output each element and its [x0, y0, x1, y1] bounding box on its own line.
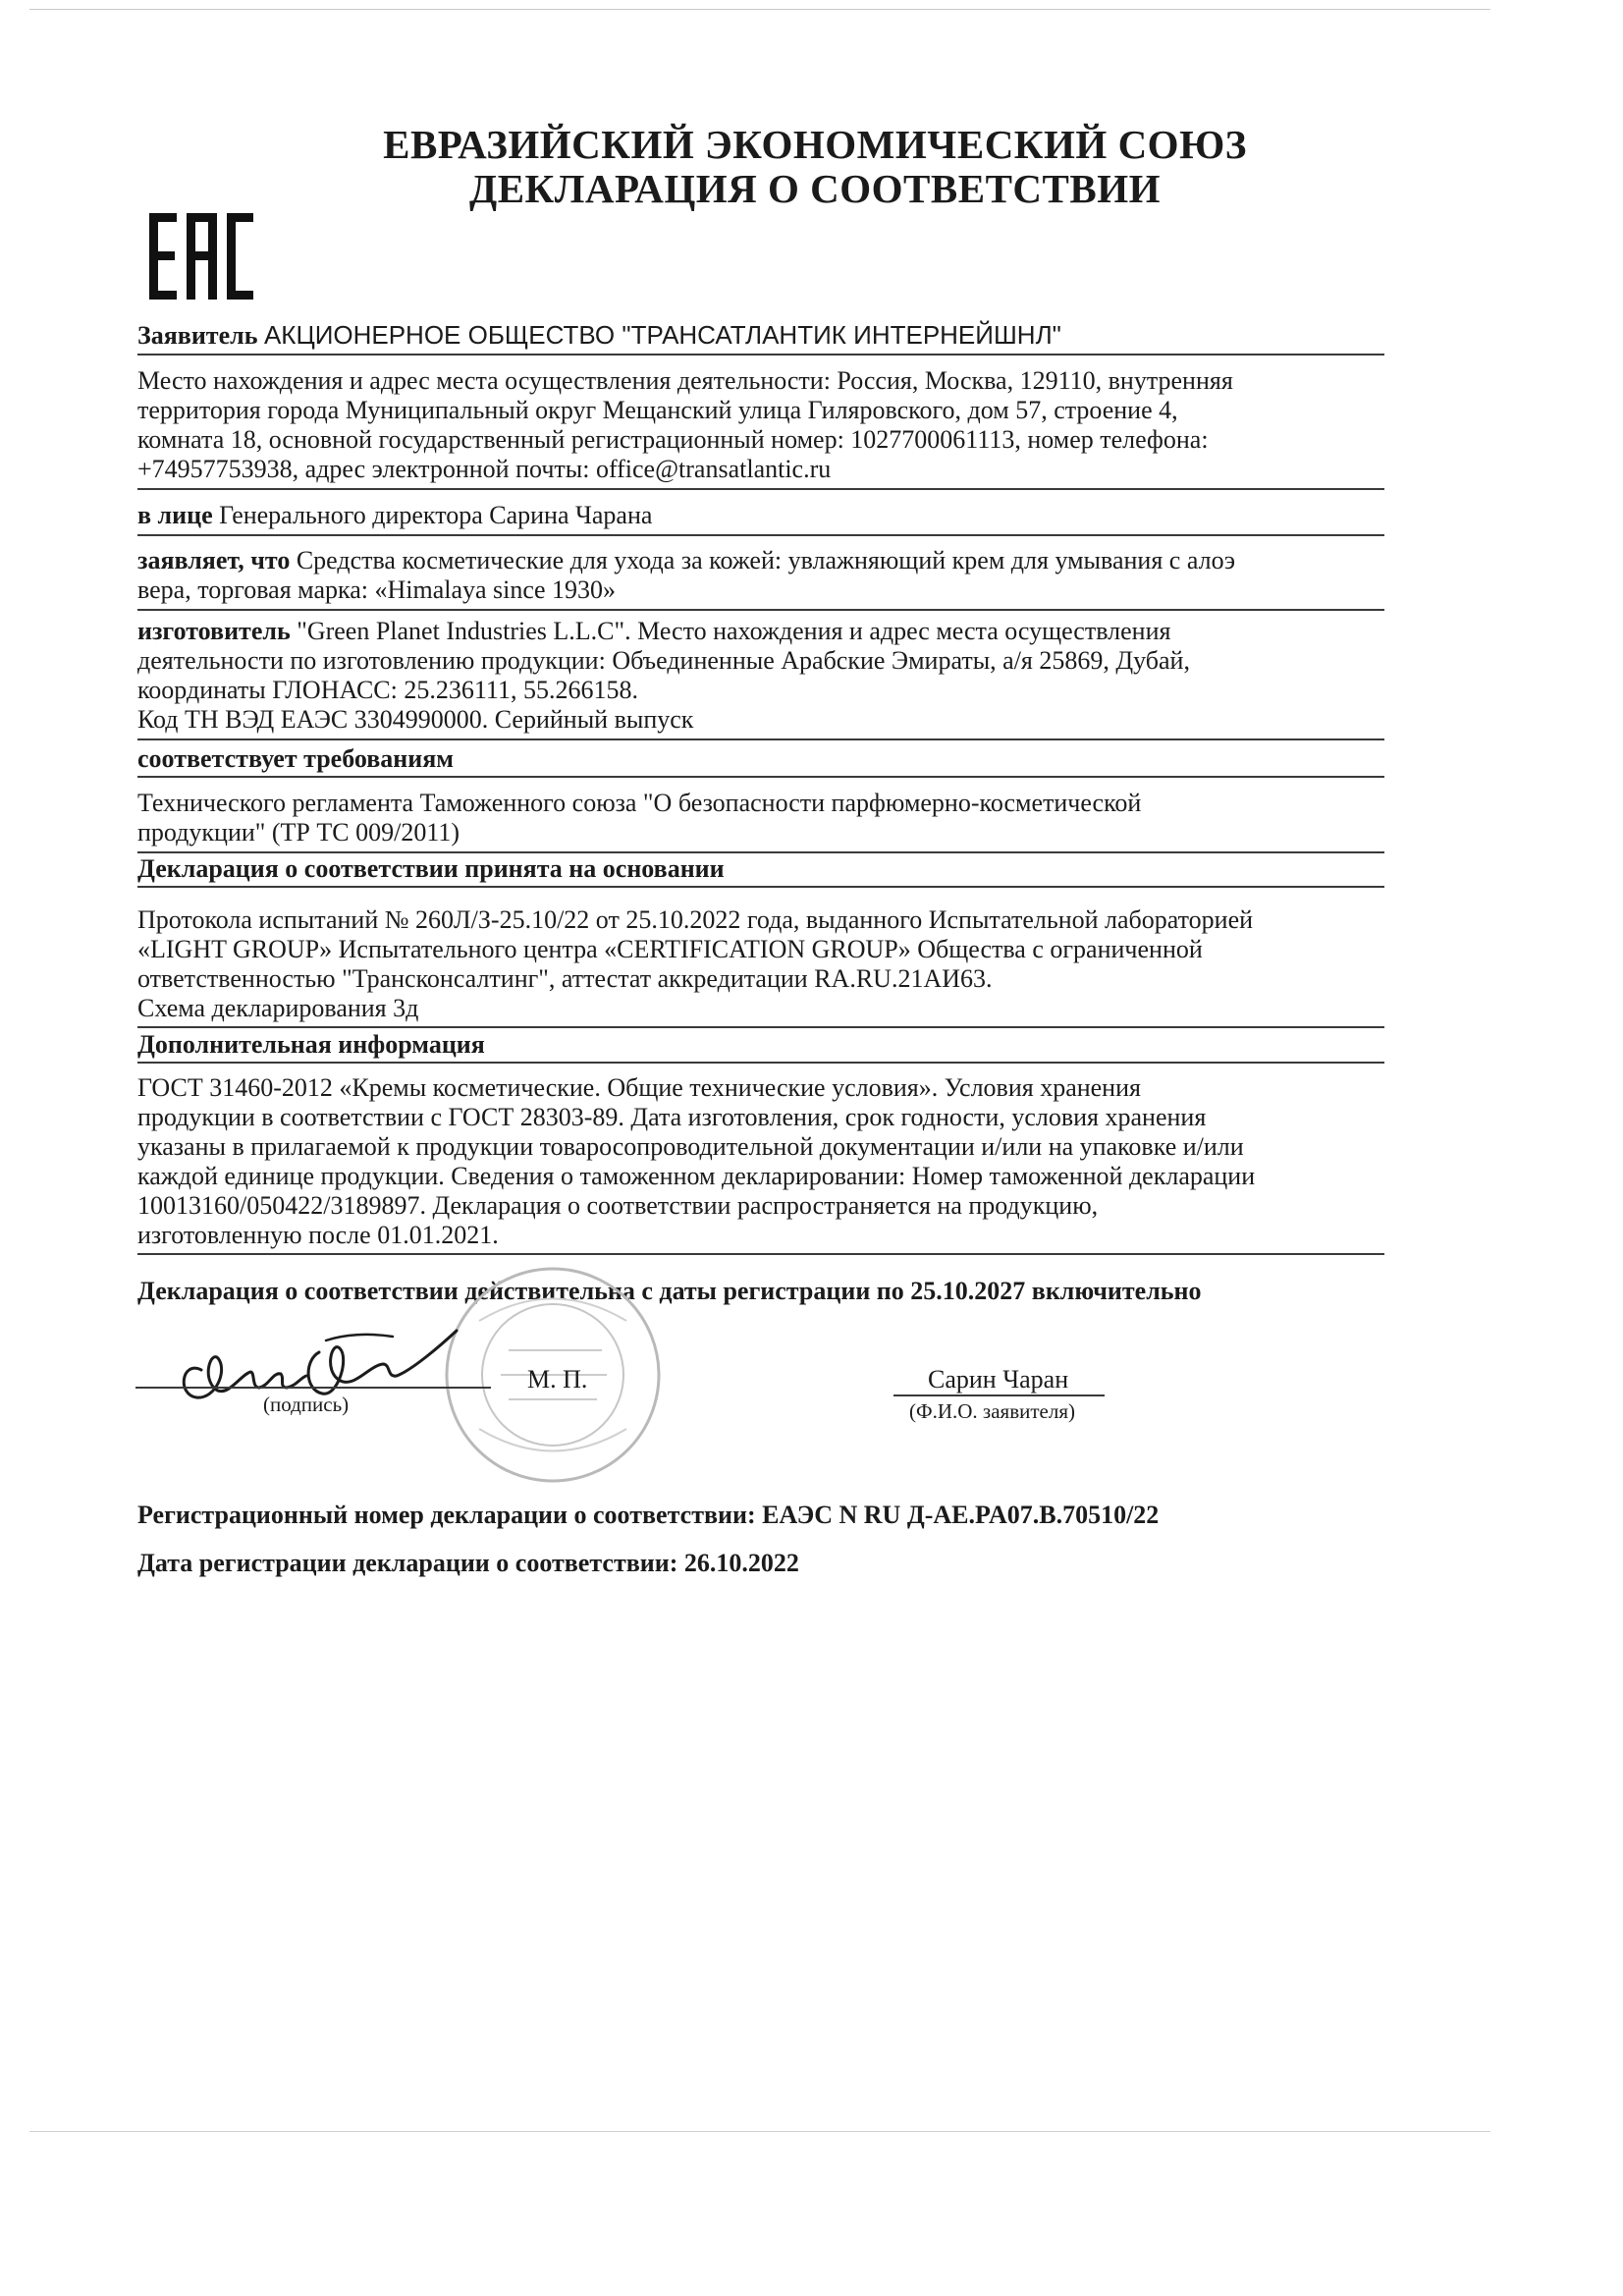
applicant-address-line: Место нахождения и адрес места осуществления деятельности: Россия, Москва, 129110, внутренняя	[137, 366, 1233, 395]
additional-info-line: каждой единице продукции. Сведения о таможенном декларировании: Номер таможенной декларации	[137, 1162, 1256, 1190]
hs-code-line: Код ТН ВЭД ЕАЭС 3304990000. Серийный выпуск	[137, 705, 694, 734]
signer-line	[893, 1394, 1105, 1396]
product-description-line: Средства косметические для ухода за кожей: увлажняющий крем для умывания с алоэ	[296, 546, 1236, 574]
validity-statement: Декларация о соответствии действительна с даты регистрации по 25.10.2027 включительно	[137, 1277, 1202, 1305]
regulation-line: Технического регламента Таможенного союза "О безопасности парфюмерно-косметической	[137, 789, 1142, 817]
basis-line: ответственностью "Трансконсалтинг", аттестат аккредитации RA.RU.21АИ63.	[137, 964, 993, 993]
document-title-declaration: ДЕКЛАРАЦИЯ О СООТВЕТСТВИИ	[469, 166, 1161, 211]
representative-label: в лице	[137, 501, 213, 529]
divider	[137, 488, 1384, 490]
manufacturer-row	[137, 617, 1170, 646]
divider	[137, 1026, 1384, 1028]
signer-name: Сарин Чаран	[928, 1365, 1069, 1394]
divider	[137, 738, 1384, 740]
divider	[137, 534, 1384, 536]
applicant-address-line: территория города Муниципальный округ Мещанский улица Гиляровского, дом 57, строение 4,	[137, 396, 1178, 424]
stamp-place-label: М. П.	[527, 1365, 588, 1394]
representative-row	[137, 501, 652, 530]
divider	[137, 609, 1384, 611]
divider	[137, 851, 1384, 853]
applicant-name: АКЦИОНЕРНОЕ ОБЩЕСТВО "ТРАНСАТЛАНТИК ИНТЕРНЕЙШНЛ"	[263, 320, 1061, 350]
divider	[137, 1253, 1384, 1255]
divider	[137, 776, 1384, 778]
applicant-row	[137, 320, 1061, 351]
registration-number: Регистрационный номер декларации о соответствии: ЕАЭС N RU Д-AE.PA07.B.70510/22	[137, 1501, 1160, 1529]
additional-info-line: указаны в прилагаемой к продукции товаросопроводительной документации и/или на упаковке и/или	[137, 1132, 1244, 1161]
additional-info-line: продукции в соответствии с ГОСТ 28303-89. Дата изготовления, срок годности, условия хранения	[137, 1103, 1207, 1131]
signature-line	[135, 1387, 491, 1389]
applicant-address-line: комната 18, основной государственный регистрационный номер: 1027700061113, номер телефона:	[137, 425, 1209, 454]
registration-date: Дата регистрации декларации о соответствии: 26.10.2022	[137, 1549, 799, 1577]
additional-info-line: изготовленную после 01.01.2021.	[137, 1221, 499, 1249]
conforms-label: соответствует требованиям	[137, 744, 454, 773]
manufacturer-line: "Green Planet Industries L.L.C". Место нахождения и адрес места осуществления	[297, 617, 1171, 645]
document-title-union: ЕВРАЗИЙСКИЙ ЭКОНОМИЧЕСКИЙ СОЮЗ	[383, 122, 1247, 167]
declares-row	[137, 546, 1235, 575]
manufacturer-label: изготовитель	[137, 617, 291, 645]
applicant-address-line: +74957753938, адрес электронной почты: office@transatlantic.ru	[137, 455, 832, 483]
applicant-label: Заявитель	[137, 321, 258, 350]
product-description-line: вера, торговая марка: «Himalaya since 1930»	[137, 575, 616, 604]
manufacturer-line: координаты ГЛОНАСС: 25.236111, 55.266158.	[137, 676, 638, 704]
page-edge-bottom	[29, 2131, 1490, 2132]
divider	[137, 1062, 1384, 1064]
additional-info-label: Дополнительная информация	[137, 1030, 485, 1059]
eac-mark-icon	[147, 211, 255, 301]
additional-info-line: ГОСТ 31460-2012 «Кремы косметические. Общие технические условия». Условия хранения	[137, 1073, 1141, 1102]
basis-label: Декларация о соответствии принята на основании	[137, 854, 725, 883]
divider	[137, 886, 1384, 888]
declaration-scheme: Схема декларирования 3д	[137, 994, 419, 1022]
signature-caption: (подпись)	[263, 1393, 350, 1416]
page-edge-top	[29, 9, 1490, 10]
basis-line: «LIGHT GROUP» Испытательного центра «CERTIFICATION GROUP» Общества с ограниченной	[137, 935, 1203, 963]
divider	[137, 354, 1384, 355]
additional-info-line: 10013160/050422/3189897. Декларация о соответствии распространяется на продукцию,	[137, 1191, 1099, 1220]
declares-label: заявляет, что	[137, 546, 291, 574]
regulation-line: продукции" (ТР ТС 009/2011)	[137, 818, 460, 847]
manufacturer-line: деятельности по изготовлению продукции: Объединенные Арабские Эмираты, а/я 25869, Дубай,	[137, 646, 1190, 675]
signer-caption: (Ф.И.О. заявителя)	[909, 1399, 1075, 1423]
basis-line: Протокола испытаний № 260Л/З-25.10/22 от 25.10.2022 года, выданного Испытательной лабораторией	[137, 905, 1254, 934]
representative-value: Генерального директора Сарина Чарана	[219, 501, 653, 529]
